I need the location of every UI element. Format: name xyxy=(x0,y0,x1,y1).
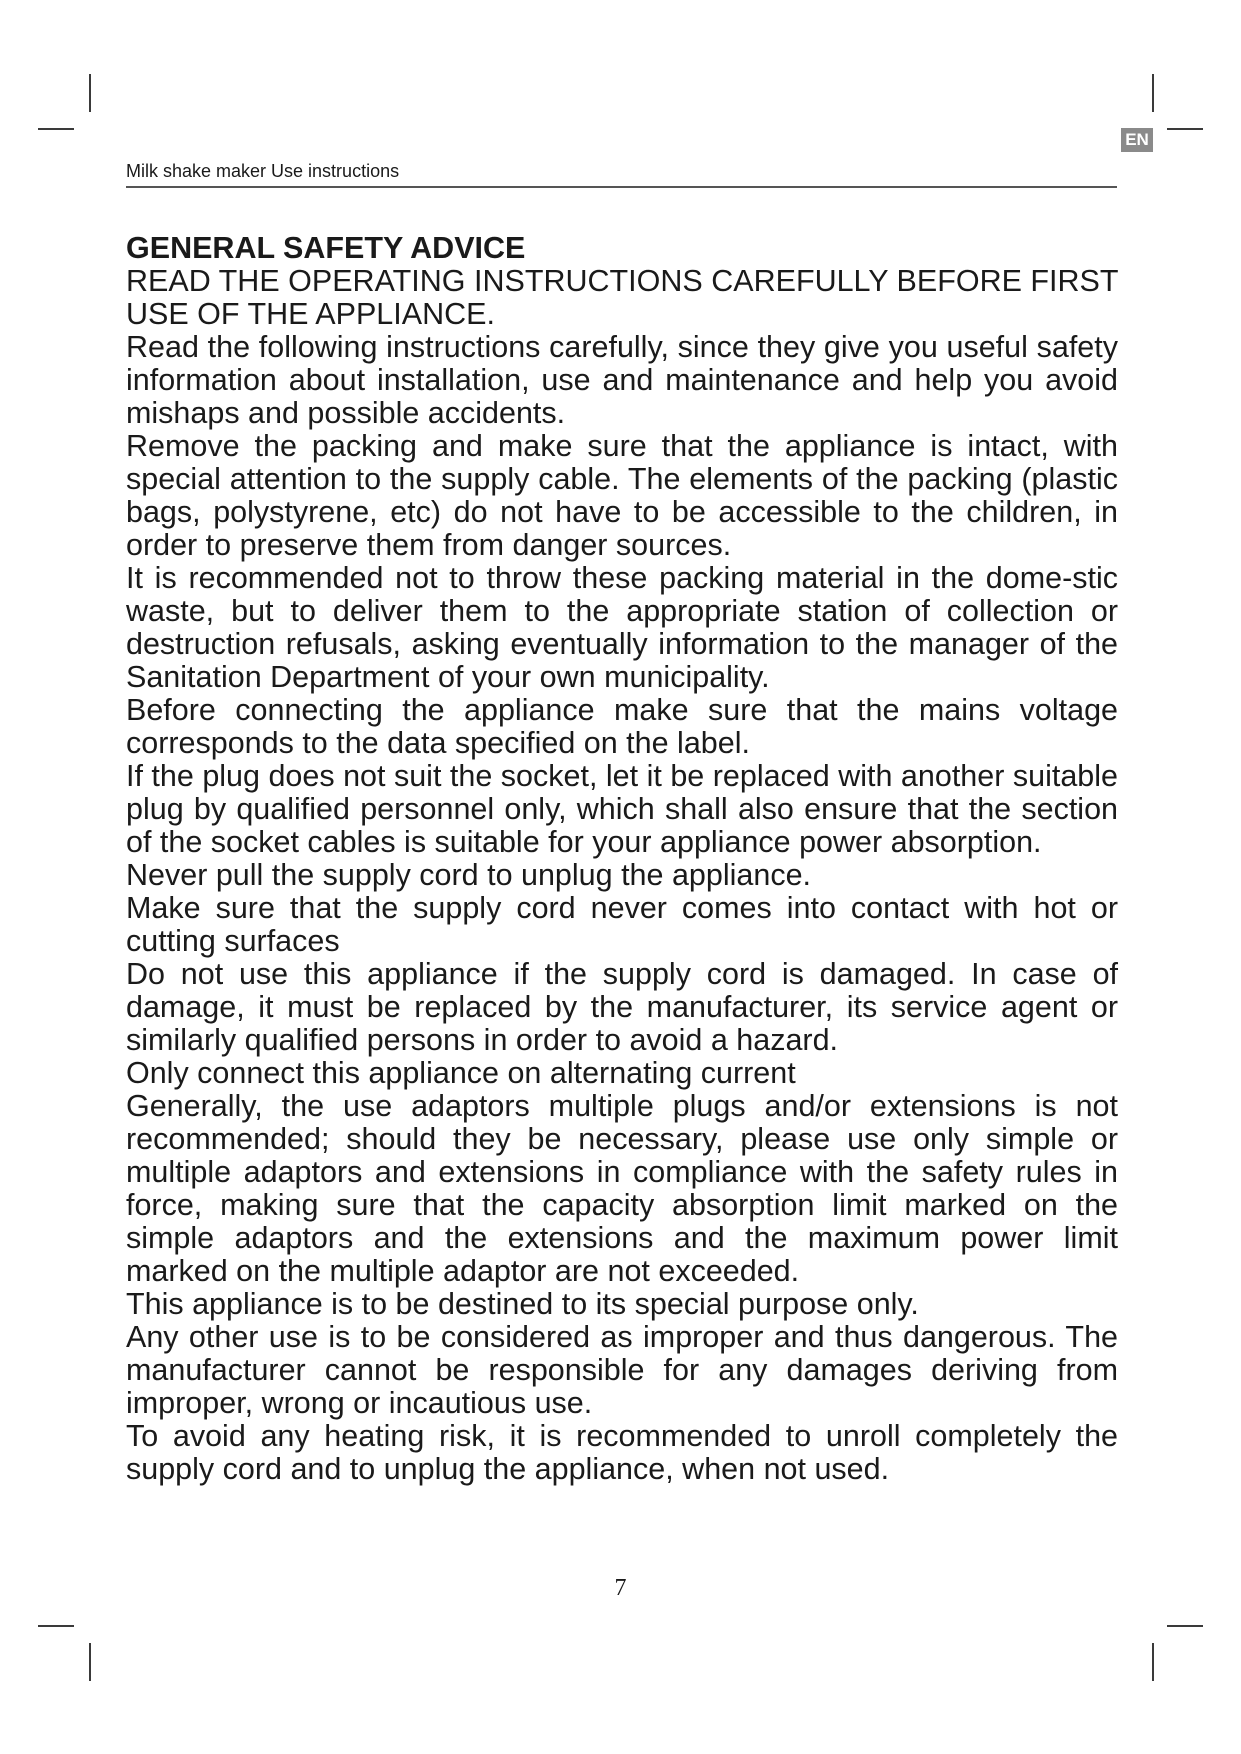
crop-mark-bottom-right-vertical xyxy=(1152,1643,1154,1681)
paragraph: Never pull the supply cord to unplug the appliance. xyxy=(126,858,811,892)
crop-mark-bottom-left-vertical xyxy=(89,1643,91,1681)
paragraph: Before connecting the appliance make sure that the mains voltage corresponds to the data specified on the label. xyxy=(126,693,1118,760)
paragraph: To avoid any heating risk, it is recommended to unroll completely the supply cord and to unplug the appliance, when not used. xyxy=(126,1419,1118,1486)
crop-mark-top-left-vertical xyxy=(89,74,91,112)
document-header-title: Milk shake maker Use instructions xyxy=(126,161,400,181)
header-divider xyxy=(126,186,1117,188)
safety-advice-section xyxy=(126,232,1118,1486)
paragraph: Only connect this appliance on alternating current xyxy=(126,1056,796,1090)
section-heading: GENERAL SAFETY ADVICE xyxy=(126,231,526,265)
crop-mark-bottom-right-horizontal xyxy=(1167,1625,1203,1627)
paragraph: This appliance is to be destined to its special purpose only. xyxy=(126,1287,919,1321)
language-badge: EN xyxy=(1121,128,1153,152)
intro-warning: READ THE OPERATING INSTRUCTIONS CAREFULLY BEFORE FIRST USE OF THE APPLIANCE. xyxy=(126,264,1118,331)
paragraph: Any other use is to be considered as improper and thus dangerous. The manufacturer cannot be responsible for any damages deriving from improper, wrong or incautious use. xyxy=(126,1320,1118,1420)
page-number: 7 xyxy=(614,1575,627,1601)
crop-mark-top-left-horizontal xyxy=(38,128,74,130)
paragraph: Make sure that the supply cord never comes into contact with hot or cutting surfaces xyxy=(126,891,1118,958)
paragraph: Remove the packing and make sure that the appliance is intact, with special attention to the supply cable. The elements of the packing (plastic bags, polystyrene, etc) do not have to be accessible to the children, in order to preserve them from danger sources. xyxy=(126,429,1118,562)
paragraph: Generally, the use adaptors multiple plugs and/or extensions is not recommended; should they be necessary, please use only simple or multiple adaptors and extensions in compliance with the safety rules in force, making sure that the capacity absorption limit marked on the simple adaptors and the extensions and the maximum power limit marked on the multiple adaptor are not exceeded. xyxy=(126,1089,1118,1288)
paragraph: If the plug does not suit the socket, let it be replaced with another suitable plug by qualified personnel only, which shall also ensure that the section of the socket cables is suitable for your appliance power absorption. xyxy=(126,759,1118,859)
crop-mark-top-right-horizontal xyxy=(1167,128,1203,130)
paragraph: Read the following instructions carefully, since they give you useful safety information about installation, use and maintenance and help you avoid mishaps and possible accidents. xyxy=(126,330,1118,430)
paragraph: It is recommended not to throw these packing material in the dome-stic waste, but to deliver them to the appropriate station of collection or destruction refusals, asking eventually information to the manager of the Sanitation Department of your own municipality. xyxy=(126,561,1118,694)
crop-mark-top-right-vertical xyxy=(1152,74,1154,112)
paragraph: Do not use this appliance if the supply cord is damaged. In case of damage, it must be replaced by the manufacturer, its service agent or similarly qualified persons in order to avoid a hazard. xyxy=(126,957,1118,1057)
crop-mark-bottom-left-horizontal xyxy=(38,1625,74,1627)
